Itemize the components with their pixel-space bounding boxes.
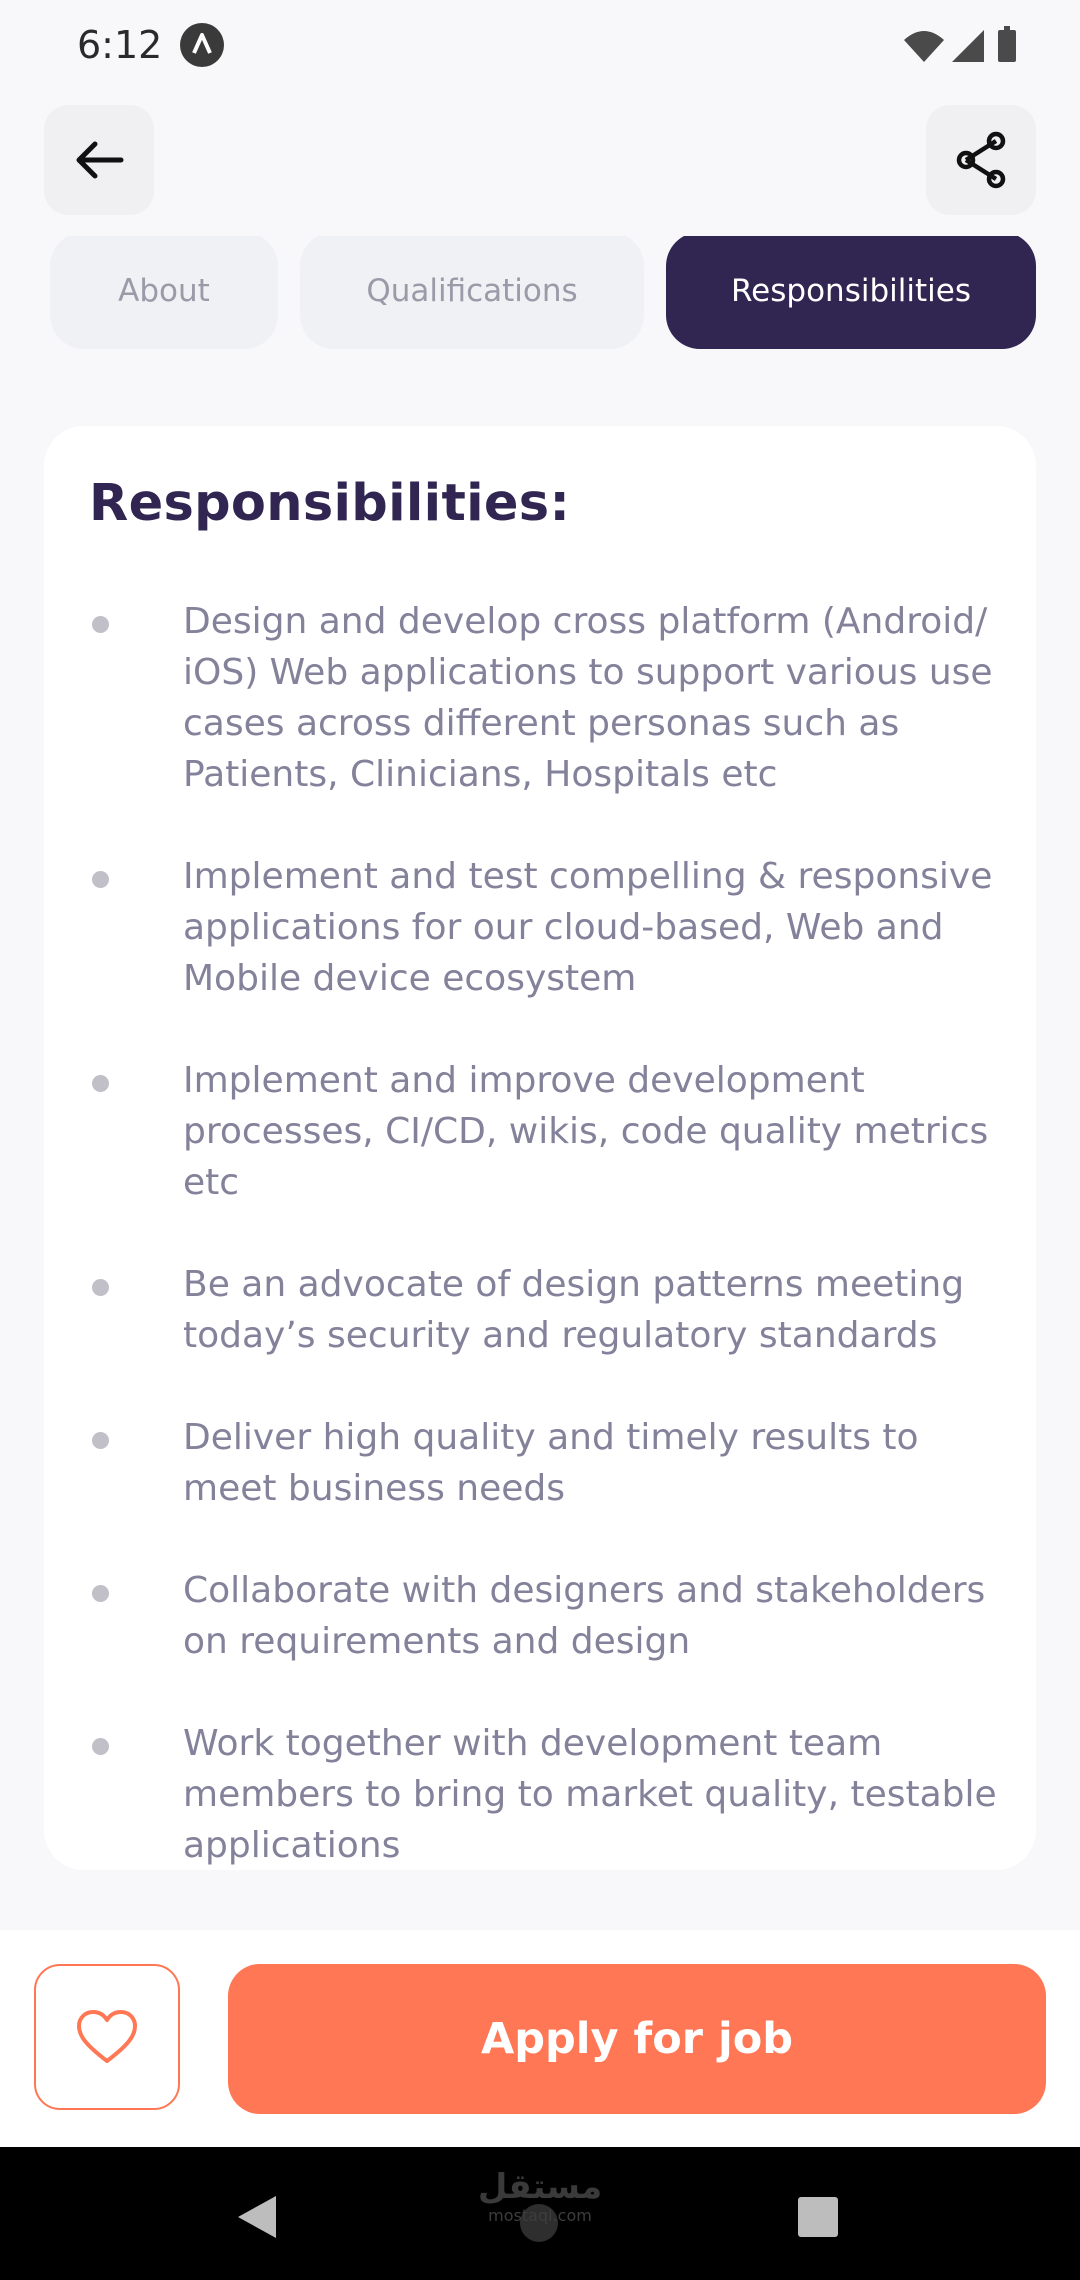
list-item [89, 1259, 1009, 1361]
bullet-icon [92, 871, 109, 888]
bullet-icon [92, 1432, 109, 1449]
list-item-text: Implement and improve development processes, CI/CD, wikis, code quality metrics etc [183, 1060, 989, 1203]
system-navigation-bar [0, 2147, 1080, 2280]
list-item [89, 1565, 1009, 1667]
app-notification-icon [180, 23, 224, 67]
apply-button[interactable]: Apply for job [228, 1964, 1046, 2114]
bullet-icon [92, 1279, 109, 1296]
nav-recents-icon[interactable] [798, 2197, 838, 2237]
cellular-signal-icon [952, 30, 984, 62]
list-item [89, 596, 1009, 800]
list-item [89, 1412, 1009, 1514]
bullet-icon [92, 1585, 109, 1602]
bullet-icon [92, 1075, 109, 1092]
battery-icon [998, 26, 1016, 62]
status-icons [902, 20, 1032, 70]
list-item-text: Work together with development team members to bring to market quality, testable applications [183, 1723, 997, 1866]
list-item [89, 851, 1009, 1004]
bullet-icon [92, 1738, 109, 1755]
tab-bar [0, 236, 1080, 356]
status-bar [0, 0, 1080, 90]
list-item-text: Implement and test compelling & responsive applications for our cloud-based, Web and Mobile device ecosystem [183, 856, 993, 999]
list-item [89, 1055, 1009, 1208]
responsibilities-card [44, 426, 1036, 1870]
watermark [470, 2167, 610, 2225]
tab-about[interactable] [50, 236, 278, 349]
list-item-text: Design and develop cross platform (Android/ iOS) Web applications to support various use cases across different personas such as Patients, Clinicians, Hospitals etc [183, 601, 993, 795]
tab-qualifications[interactable] [300, 236, 644, 349]
favorite-button[interactable] [34, 1964, 180, 2110]
back-button[interactable] [44, 105, 154, 215]
arrow-left-icon [73, 140, 125, 180]
tab-responsibilities[interactable] [666, 236, 1036, 349]
heart-icon [76, 2009, 138, 2065]
share-button[interactable] [926, 105, 1036, 215]
list-item-text: Collaborate with designers and stakeholders on requirements and design [183, 1570, 986, 1662]
tab-label: About [118, 272, 210, 309]
status-time: 6:12 [77, 23, 163, 67]
nav-back-icon[interactable] [234, 2192, 280, 2242]
job-footer [0, 1930, 1080, 2147]
wifi-icon [904, 31, 944, 62]
watermark-domain: mostaql.com [488, 2206, 592, 2225]
list-item [89, 1718, 1009, 1871]
tab-label: Responsibilities [731, 272, 971, 309]
list-item-text: Deliver high quality and timely results to meet business needs [183, 1417, 919, 1509]
tab-label: Qualifications [366, 272, 578, 309]
bullet-icon [92, 616, 109, 633]
section-title: Responsibilities: [89, 474, 571, 533]
watermark-arabic: مستقل [477, 2167, 603, 2207]
responsibilities-list [89, 596, 1009, 1922]
share-icon [954, 131, 1008, 189]
list-item-text: Be an advocate of design patterns meeting today’s security and regulatory standards [183, 1264, 965, 1356]
